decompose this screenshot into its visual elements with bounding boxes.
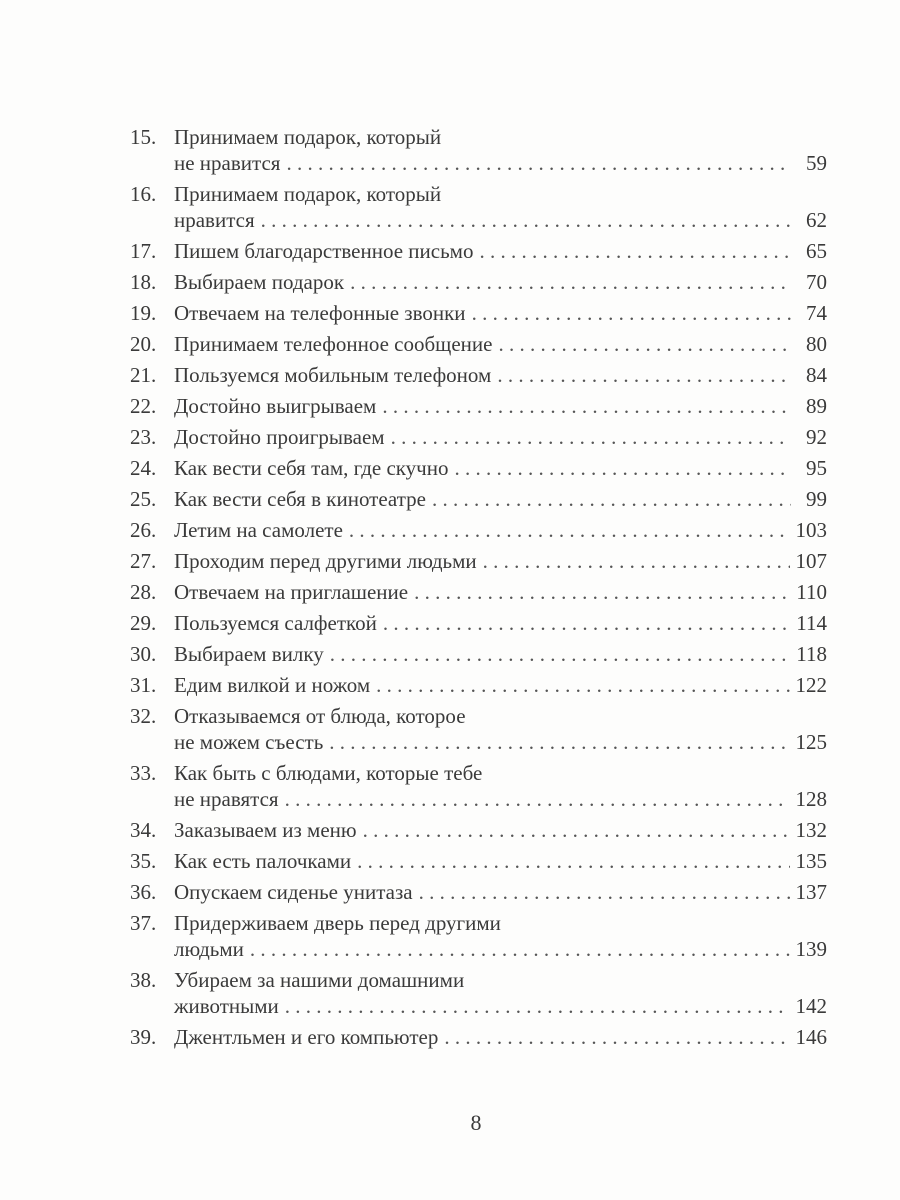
toc-entry (130, 1024, 827, 1050)
dot-leader (414, 579, 790, 605)
entry-page: 92 (806, 425, 827, 449)
dot-leader (483, 548, 790, 574)
dot-leader (285, 786, 790, 812)
entry-page: 125 (795, 730, 827, 754)
entry-page: 128 (795, 787, 827, 811)
entry-page: 146 (795, 1025, 827, 1049)
entry-number: 19. (130, 301, 157, 325)
entry-title: Пользуемся салфеткой (174, 611, 377, 635)
entry-number: 24. (130, 456, 157, 480)
entry-number: 18. (130, 270, 157, 294)
toc-entry (130, 300, 827, 326)
toc-entry (130, 393, 827, 419)
toc-entry (130, 848, 827, 874)
dot-leader (363, 817, 790, 843)
toc-entry (130, 455, 827, 481)
entry-title: Принимаем телефонное сообщение (174, 332, 493, 356)
toc-entry (130, 238, 827, 264)
toc-line (130, 269, 827, 295)
entry-number: 28. (130, 580, 157, 604)
entry-page: 110 (796, 580, 827, 604)
entry-number: 20. (130, 332, 157, 356)
toc-entry (130, 967, 827, 1019)
entry-page: 107 (795, 549, 827, 573)
toc-entry (130, 548, 827, 574)
toc-line (130, 760, 827, 786)
entry-title: нравится (174, 208, 255, 232)
toc-entry (130, 362, 827, 388)
dot-leader (497, 362, 791, 388)
toc-line (130, 993, 827, 1019)
dot-leader (350, 269, 791, 295)
entry-page: 89 (806, 394, 827, 418)
dot-leader (376, 672, 789, 698)
entry-title: Едим вилкой и ножом (174, 673, 371, 697)
entry-number: 25. (130, 487, 157, 511)
toc-line (130, 300, 827, 326)
entry-page: 80 (806, 332, 827, 356)
entry-page: 70 (806, 270, 827, 294)
toc-line (130, 703, 827, 729)
dot-leader (472, 300, 791, 326)
toc-line (130, 672, 827, 698)
entry-title: Джентльмен и его компьютер (174, 1025, 439, 1049)
toc-line (130, 1024, 827, 1050)
dot-leader (357, 848, 789, 874)
dot-leader (349, 517, 790, 543)
toc-line (130, 817, 827, 843)
entry-title: Принимаем подарок, который (174, 182, 442, 206)
entry-title: людьми (174, 937, 244, 961)
entry-number: 30. (130, 642, 157, 666)
entry-page: 95 (806, 456, 827, 480)
toc-line (130, 455, 827, 481)
toc-entry (130, 760, 827, 812)
page-number: 8 (470, 1110, 482, 1135)
entry-page: 137 (795, 880, 827, 904)
toc-line (130, 207, 827, 233)
entry-title: Отвечаем на телефонные звонки (174, 301, 466, 325)
dot-leader (330, 641, 791, 667)
dot-leader (329, 729, 789, 755)
entry-number: 23. (130, 425, 157, 449)
entry-title: Выбираем вилку (174, 642, 324, 666)
toc-entry (130, 817, 827, 843)
dot-leader (261, 207, 791, 233)
entry-number: 32. (130, 704, 157, 728)
entry-title: Опускаем сиденье унитаза (174, 880, 413, 904)
entry-title: не можем съесть (174, 730, 324, 754)
entry-number: 15. (130, 125, 157, 149)
toc-line (130, 181, 827, 207)
toc-entry (130, 610, 827, 636)
dot-leader (285, 993, 790, 1019)
dot-leader (455, 455, 792, 481)
entry-title: Принимаем подарок, который (174, 125, 442, 149)
entry-title: Как вести себя в кинотеатре (174, 487, 426, 511)
entry-title: Убираем за нашими домашними (174, 968, 465, 992)
entry-page: 142 (795, 994, 827, 1018)
entry-title: Как есть палочками (174, 849, 352, 873)
dot-leader (286, 150, 791, 176)
toc-line (130, 729, 827, 755)
toc-line (130, 548, 827, 574)
entry-number: 17. (130, 239, 157, 263)
toc-line (130, 641, 827, 667)
toc-line (130, 362, 827, 388)
entry-number: 29. (130, 611, 157, 635)
entry-page: 103 (795, 518, 827, 542)
entry-page: 65 (806, 239, 827, 263)
entry-number: 39. (130, 1025, 157, 1049)
entry-title: Пользуемся мобильным телефоном (174, 363, 492, 387)
entry-title: не нравятся (174, 787, 279, 811)
toc-entry (130, 269, 827, 295)
toc-line (130, 910, 827, 936)
entry-title: Отвечаем на приглашение (174, 580, 409, 604)
toc-entry (130, 424, 827, 450)
entry-title: Как вести себя там, где скучно (174, 456, 449, 480)
toc-line (130, 393, 827, 419)
dot-leader (382, 393, 791, 419)
toc-line (130, 610, 827, 636)
entry-title: Достойно выигрываем (174, 394, 377, 418)
entry-page: 62 (806, 208, 827, 232)
toc-line (130, 486, 827, 512)
entry-page: 74 (806, 301, 827, 325)
entry-title: Летим на самолете (174, 518, 343, 542)
dot-leader (419, 879, 790, 905)
entry-title: не нравится (174, 151, 281, 175)
entry-number: 26. (130, 518, 157, 542)
toc-entry (130, 331, 827, 357)
dot-leader (250, 936, 790, 962)
entry-title: Заказываем из меню (174, 818, 357, 842)
toc-entry (130, 124, 827, 176)
entry-title: Проходим перед другими людьми (174, 549, 477, 573)
toc-line (130, 848, 827, 874)
entry-number: 37. (130, 911, 157, 935)
dot-leader (383, 610, 790, 636)
table-of-contents (130, 124, 827, 1055)
entry-number: 27. (130, 549, 157, 573)
toc-line (130, 124, 827, 150)
entry-page: 122 (795, 673, 827, 697)
entry-title: Пишем благодарственное письмо (174, 239, 474, 263)
dot-leader (391, 424, 791, 450)
toc-entry (130, 517, 827, 543)
toc-line (130, 517, 827, 543)
entry-page: 99 (806, 487, 827, 511)
dot-leader (432, 486, 791, 512)
toc-line (130, 936, 827, 962)
toc-line (130, 786, 827, 812)
toc-entry (130, 703, 827, 755)
entry-title: Отказываемся от блюда, которое (174, 704, 466, 728)
toc-line (130, 238, 827, 264)
entry-title: животными (174, 994, 279, 1018)
entry-number: 16. (130, 182, 157, 206)
entry-number: 34. (130, 818, 157, 842)
entry-title: Придерживаем дверь перед другими (174, 911, 501, 935)
entry-number: 22. (130, 394, 157, 418)
toc-entry (130, 579, 827, 605)
toc-line (130, 424, 827, 450)
toc-line (130, 331, 827, 357)
entry-number: 33. (130, 761, 157, 785)
entry-number: 36. (130, 880, 157, 904)
toc-line (130, 879, 827, 905)
entry-title: Как быть с блюдами, которые тебе (174, 761, 483, 785)
toc-entry (130, 486, 827, 512)
dot-leader (498, 331, 791, 357)
toc-entry (130, 879, 827, 905)
entry-number: 21. (130, 363, 157, 387)
entry-page: 114 (796, 611, 827, 635)
toc-line (130, 150, 827, 176)
toc-line (130, 967, 827, 993)
toc-entry (130, 672, 827, 698)
entry-title: Выбираем подарок (174, 270, 345, 294)
entry-page: 84 (806, 363, 827, 387)
entry-title: Достойно проигрываем (174, 425, 385, 449)
entry-page: 59 (806, 151, 827, 175)
entry-number: 31. (130, 673, 157, 697)
entry-page: 132 (795, 818, 827, 842)
entry-page: 135 (795, 849, 827, 873)
toc-entry (130, 910, 827, 962)
entry-number: 35. (130, 849, 157, 873)
dot-leader (444, 1024, 789, 1050)
toc-entry (130, 641, 827, 667)
toc-entry (130, 181, 827, 233)
entry-page: 118 (796, 642, 827, 666)
entry-number: 38. (130, 968, 157, 992)
toc-line (130, 579, 827, 605)
entry-page: 139 (795, 937, 827, 961)
dot-leader (479, 238, 791, 264)
